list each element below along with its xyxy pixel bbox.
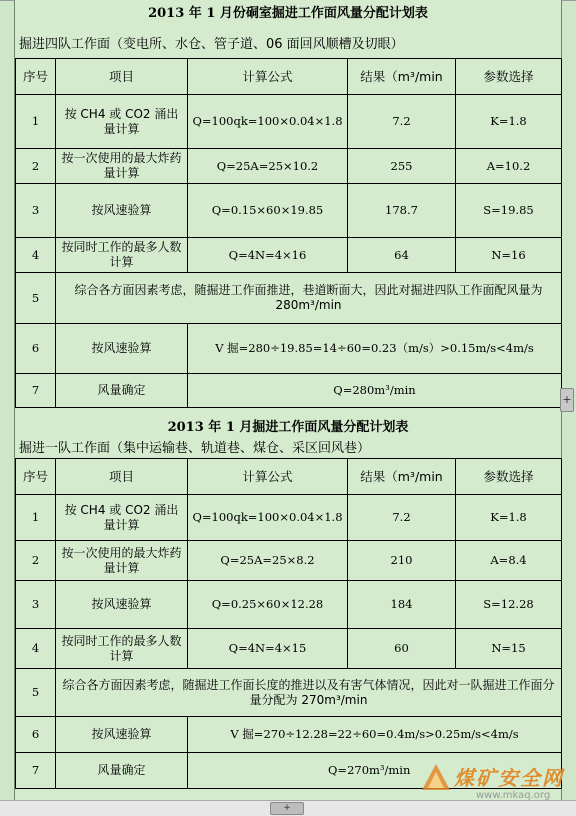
row-param: A=10.2 [456,149,562,184]
header-result: 结果（m³/min [348,459,456,495]
row-no: 2 [16,541,56,581]
row-item: 按风速验算 [56,324,188,374]
table-title: 2013 年 1 月份硐室掘进工作面风量分配计划表 [148,6,428,21]
row-no: 5 [16,273,56,324]
row-result: 178.7 [348,184,456,238]
summary-text: 综合各方面因素考虑，随掘进工作面长度的推进以及有害气体情况，因此对一队掘进工作面分量分配为 270m³/min [56,669,562,717]
header-no: 序号 [16,59,56,95]
table-header-row [16,59,562,95]
row-result: 7.2 [348,95,456,149]
header-item: 项目 [56,459,188,495]
table-header-row [16,459,562,495]
header-result: 结果（m³/min [348,59,456,95]
row-no: 7 [16,374,56,408]
row-item: 按一次使用的最大炸药量计算 [56,541,188,581]
airflow-table-2 [15,458,562,789]
row-no: 4 [16,629,56,669]
row-no: 1 [16,495,56,541]
row-result: 60 [348,629,456,669]
watermark-url: www.mkaq.org [476,790,551,801]
row-no: 3 [16,581,56,629]
row-item: 按风速验算 [56,184,188,238]
row-formula: Q=0.15×60×19.85 [188,184,348,238]
table-row [16,184,562,238]
row-param: K=1.8 [456,95,562,149]
airflow-result: Q=280m³/min [188,374,562,408]
table-row [16,95,562,149]
row-item: 风量确定 [56,753,188,789]
row-formula: Q=25A=25×8.2 [188,541,348,581]
table-row [16,541,562,581]
airflow-table-1 [15,58,562,408]
row-no: 6 [16,717,56,753]
row-item: 按一次使用的最大炸药量计算 [56,149,188,184]
header-formula: 计算公式 [188,59,348,95]
table-subtitle: 掘进一队工作面（集中运输巷、轨道巷、煤仓、采区回风巷） [19,441,371,456]
table-row [16,374,562,408]
row-item: 按风速验算 [56,581,188,629]
row-param: A=8.4 [456,541,562,581]
row-formula: Q=4N=4×15 [188,629,348,669]
header-param: 参数选择 [456,459,562,495]
header-item: 项目 [56,59,188,95]
table-subtitle: 掘进四队工作面（变电所、水仓、管子道、06 面回风顺槽及切眼） [19,37,404,52]
row-item: 按 CH4 或 CO2 涌出量计算 [56,95,188,149]
row-no: 5 [16,669,56,717]
header-param: 参数选择 [456,59,562,95]
row-param: N=16 [456,238,562,273]
add-sheet-button[interactable]: + [270,802,304,815]
header-no: 序号 [16,459,56,495]
table-row [16,324,562,374]
row-result: 210 [348,541,456,581]
table-row [16,717,562,753]
document-page [14,0,562,800]
row-result: 7.2 [348,495,456,541]
airflow-result: Q=270m³/min [188,753,562,789]
row-param: S=12.28 [456,581,562,629]
row-item: 按 CH4 或 CO2 涌出量计算 [56,495,188,541]
row-param: S=19.85 [456,184,562,238]
row-formula: Q=0.25×60×12.28 [188,581,348,629]
row-item: 按同时工作的最多人数计算 [56,629,188,669]
row-formula: Q=25A=25×10.2 [188,149,348,184]
row-no: 2 [16,149,56,184]
row-item: 按同时工作的最多人数计算 [56,238,188,273]
side-scroll-button[interactable]: + [560,388,574,412]
row-param: N=15 [456,629,562,669]
table-row [16,273,562,324]
table-row [16,495,562,541]
table-row [16,669,562,717]
row-no: 4 [16,238,56,273]
table-row [16,238,562,273]
row-no: 3 [16,184,56,238]
row-item: 风量确定 [56,374,188,408]
row-result: 184 [348,581,456,629]
watermark [420,760,570,806]
row-no: 1 [16,95,56,149]
table-row [16,149,562,184]
row-item: 按风速验算 [56,717,188,753]
table-row [16,581,562,629]
table-title: 2013 年 1 月掘进工作面风量分配计划表 [167,420,409,435]
row-no: 6 [16,324,56,374]
row-formula: Q=4N=4×16 [188,238,348,273]
mine-logo-icon [420,762,452,794]
row-formula: Q=100qk=100×0.04×1.8 [188,95,348,149]
watermark-text: 煤矿安全网 [454,766,564,790]
row-no: 7 [16,753,56,789]
verify-text: V 掘=280÷19.85=14÷60=0.23（m/s）>0.15m/s<4m/s [188,324,562,374]
row-formula: Q=100qk=100×0.04×1.8 [188,495,348,541]
verify-text: V 掘=270÷12.28=22÷60=0.4m/s>0.25m/s<4m/s [188,717,562,753]
row-param: K=1.8 [456,495,562,541]
header-formula: 计算公式 [188,459,348,495]
table-row [16,629,562,669]
summary-text: 综合各方面因素考虑，随掘进工作面推进，巷道断面大，因此对掘进四队工作面配风量为 280m³/min [56,273,562,324]
row-result: 64 [348,238,456,273]
row-result: 255 [348,149,456,184]
